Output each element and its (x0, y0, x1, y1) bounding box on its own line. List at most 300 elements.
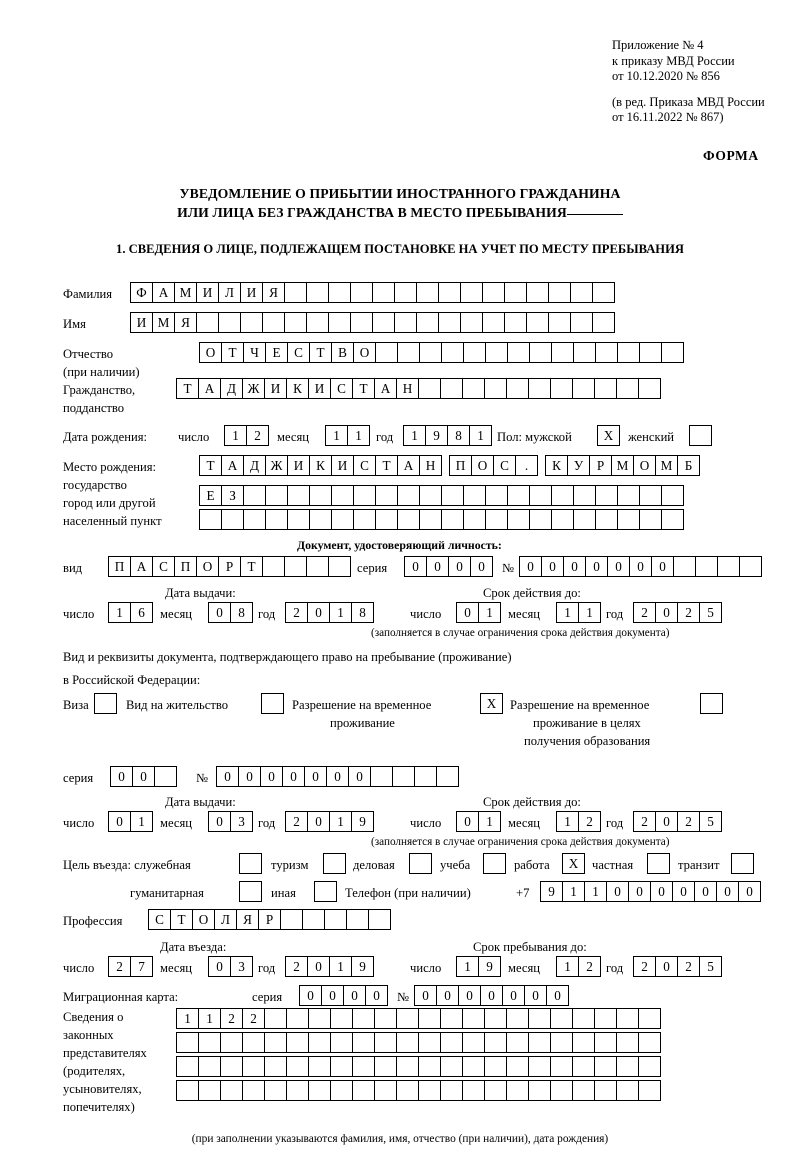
char-cell[interactable]: З (221, 485, 244, 506)
char-cell[interactable] (717, 556, 740, 577)
char-cell[interactable]: 0 (404, 556, 427, 577)
char-cell[interactable]: 0 (541, 556, 564, 577)
char-cell[interactable]: 8 (447, 425, 470, 446)
char-cell[interactable] (570, 282, 593, 303)
char-cell[interactable] (462, 378, 485, 399)
char-cell[interactable] (616, 1032, 639, 1053)
char-cell[interactable] (528, 1008, 551, 1029)
char-cell[interactable] (440, 378, 463, 399)
char-cell[interactable] (308, 1056, 331, 1077)
char-cell[interactable]: Ж (242, 378, 265, 399)
char-cell[interactable] (462, 1056, 485, 1077)
char-cell[interactable] (638, 1008, 661, 1029)
char-cell[interactable]: 1 (456, 956, 479, 977)
entry-day-input[interactable] (108, 956, 152, 977)
char-cell[interactable] (551, 509, 574, 530)
char-cell[interactable]: 2 (633, 811, 656, 832)
char-cell[interactable] (639, 342, 662, 363)
char-cell[interactable]: 8 (230, 602, 253, 623)
char-cell[interactable] (460, 282, 483, 303)
legal-reps-input-2[interactable] (176, 1032, 660, 1053)
char-cell[interactable]: 1 (403, 425, 426, 446)
birth-day-input[interactable] (224, 425, 268, 446)
char-cell[interactable] (352, 1008, 375, 1029)
char-cell[interactable] (594, 378, 617, 399)
char-cell[interactable]: 0 (343, 985, 366, 1006)
char-cell[interactable] (440, 1056, 463, 1077)
char-cell[interactable]: 2 (285, 602, 308, 623)
char-cell[interactable] (661, 509, 684, 530)
char-cell[interactable] (529, 342, 552, 363)
char-cell[interactable]: 0 (348, 766, 371, 787)
birth-year-input[interactable] (403, 425, 491, 446)
char-cell[interactable]: 1 (108, 602, 131, 623)
char-cell[interactable] (529, 509, 552, 530)
char-cell[interactable] (328, 556, 351, 577)
char-cell[interactable] (309, 485, 332, 506)
char-cell[interactable]: Т (309, 342, 332, 363)
birth-month-input[interactable] (325, 425, 369, 446)
char-cell[interactable]: 1 (176, 1008, 199, 1029)
char-cell[interactable]: Я (174, 312, 197, 333)
char-cell[interactable] (617, 342, 640, 363)
char-cell[interactable] (661, 485, 684, 506)
legal-reps-input-4[interactable] (176, 1080, 660, 1101)
char-cell[interactable]: Р (258, 909, 281, 930)
char-cell[interactable] (418, 1008, 441, 1029)
char-cell[interactable]: 0 (524, 985, 547, 1006)
char-cell[interactable] (504, 312, 527, 333)
char-cell[interactable] (550, 1032, 573, 1053)
char-cell[interactable] (594, 1080, 617, 1101)
char-cell[interactable]: 9 (478, 956, 501, 977)
char-cell[interactable] (287, 485, 310, 506)
char-cell[interactable] (262, 312, 285, 333)
char-cell[interactable]: К (309, 455, 332, 476)
char-cell[interactable]: 0 (628, 881, 651, 902)
char-cell[interactable] (394, 282, 417, 303)
char-cell[interactable] (353, 485, 376, 506)
char-cell[interactable] (287, 509, 310, 530)
char-cell[interactable]: И (130, 312, 153, 333)
char-cell[interactable]: 0 (414, 985, 437, 1006)
char-cell[interactable] (438, 312, 461, 333)
char-cell[interactable] (507, 509, 530, 530)
char-cell[interactable]: 0 (606, 881, 629, 902)
char-cell[interactable]: О (633, 455, 656, 476)
char-cell[interactable] (463, 485, 486, 506)
char-cell[interactable] (419, 342, 442, 363)
char-cell[interactable] (220, 1032, 243, 1053)
char-cell[interactable] (436, 766, 459, 787)
char-cell[interactable]: 0 (304, 766, 327, 787)
char-cell[interactable]: 0 (502, 985, 525, 1006)
char-cell[interactable] (528, 1032, 551, 1053)
char-cell[interactable]: 0 (208, 811, 231, 832)
char-cell[interactable] (616, 1056, 639, 1077)
char-cell[interactable]: 0 (655, 956, 678, 977)
char-cell[interactable]: С (330, 378, 353, 399)
char-cell[interactable]: Я (262, 282, 285, 303)
char-cell[interactable]: 1 (198, 1008, 221, 1029)
char-cell[interactable] (284, 556, 307, 577)
entry-month-input[interactable] (208, 956, 252, 977)
purpose-official-checkbox[interactable] (239, 853, 262, 874)
char-cell[interactable]: 0 (650, 881, 673, 902)
char-cell[interactable] (484, 1032, 507, 1053)
char-cell[interactable] (419, 485, 442, 506)
char-cell[interactable]: 6 (130, 602, 153, 623)
char-cell[interactable] (550, 1080, 573, 1101)
char-cell[interactable]: 3 (230, 811, 253, 832)
perm-valid-day-input[interactable] (456, 811, 500, 832)
char-cell[interactable]: О (196, 556, 219, 577)
char-cell[interactable] (286, 1056, 309, 1077)
char-cell[interactable] (353, 509, 376, 530)
char-cell[interactable] (485, 342, 508, 363)
char-cell[interactable] (419, 509, 442, 530)
char-cell[interactable]: 0 (108, 811, 131, 832)
char-cell[interactable] (572, 1080, 595, 1101)
legal-reps-input-1[interactable] (176, 1008, 660, 1029)
purpose-tourism-checkbox[interactable] (323, 853, 346, 874)
char-cell[interactable] (265, 485, 288, 506)
purpose-other-checkbox[interactable] (314, 881, 337, 902)
char-cell[interactable] (350, 312, 373, 333)
char-cell[interactable] (617, 509, 640, 530)
char-cell[interactable] (460, 312, 483, 333)
char-cell[interactable]: 1 (556, 956, 579, 977)
char-cell[interactable]: 5 (699, 811, 722, 832)
char-cell[interactable] (331, 485, 354, 506)
char-cell[interactable]: П (108, 556, 131, 577)
char-cell[interactable] (198, 1032, 221, 1053)
char-cell[interactable] (462, 1032, 485, 1053)
char-cell[interactable]: А (221, 455, 244, 476)
char-cell[interactable]: 0 (448, 556, 471, 577)
valid-day-input[interactable] (456, 602, 500, 623)
char-cell[interactable]: 2 (220, 1008, 243, 1029)
char-cell[interactable]: С (493, 455, 516, 476)
visa-checkbox[interactable] (94, 693, 117, 714)
stay-day-input[interactable] (456, 956, 500, 977)
char-cell[interactable] (506, 1008, 529, 1029)
char-cell[interactable]: 2 (633, 602, 656, 623)
char-cell[interactable]: 1 (556, 811, 579, 832)
char-cell[interactable]: 2 (633, 956, 656, 977)
char-cell[interactable] (616, 1008, 639, 1029)
char-cell[interactable] (673, 556, 696, 577)
char-cell[interactable]: 0 (365, 985, 388, 1006)
char-cell[interactable]: 0 (110, 766, 133, 787)
perm-issue-day-input[interactable] (108, 811, 152, 832)
char-cell[interactable] (308, 1008, 331, 1029)
char-cell[interactable]: И (240, 282, 263, 303)
perm-issue-year-input[interactable] (285, 811, 373, 832)
char-cell[interactable]: 1 (329, 602, 352, 623)
char-cell[interactable]: Т (352, 378, 375, 399)
char-cell[interactable]: 0 (307, 956, 330, 977)
char-cell[interactable]: 0 (321, 985, 344, 1006)
char-cell[interactable]: 9 (351, 956, 374, 977)
char-cell[interactable] (221, 509, 244, 530)
doc-number-input[interactable] (519, 556, 761, 577)
char-cell[interactable]: И (331, 455, 354, 476)
char-cell[interactable]: 7 (130, 956, 153, 977)
char-cell[interactable]: 0 (651, 556, 674, 577)
char-cell[interactable]: Т (199, 455, 222, 476)
char-cell[interactable]: Ж (265, 455, 288, 476)
char-cell[interactable] (374, 1008, 397, 1029)
sex-female-checkbox[interactable] (689, 425, 712, 446)
char-cell[interactable]: 2 (242, 1008, 265, 1029)
char-cell[interactable] (397, 342, 420, 363)
char-cell[interactable]: 1 (578, 602, 601, 623)
char-cell[interactable]: У (567, 455, 590, 476)
char-cell[interactable] (482, 312, 505, 333)
char-cell[interactable] (372, 312, 395, 333)
char-cell[interactable]: 9 (351, 811, 374, 832)
char-cell[interactable]: Р (589, 455, 612, 476)
char-cell[interactable] (370, 766, 393, 787)
char-cell[interactable]: 2 (285, 956, 308, 977)
char-cell[interactable] (352, 1056, 375, 1077)
char-cell[interactable]: И (308, 378, 331, 399)
char-cell[interactable] (463, 342, 486, 363)
char-cell[interactable] (504, 282, 527, 303)
char-cell[interactable] (350, 282, 373, 303)
char-cell[interactable] (572, 378, 595, 399)
char-cell[interactable]: 0 (546, 985, 569, 1006)
char-cell[interactable] (375, 485, 398, 506)
char-cell[interactable] (484, 1080, 507, 1101)
edu-residence-checkbox[interactable] (700, 693, 723, 714)
char-cell[interactable] (462, 1008, 485, 1029)
char-cell[interactable] (330, 1080, 353, 1101)
char-cell[interactable]: 0 (716, 881, 739, 902)
char-cell[interactable]: 0 (694, 881, 717, 902)
char-cell[interactable]: 0 (456, 602, 479, 623)
issue-month-input[interactable] (208, 602, 252, 623)
char-cell[interactable] (661, 342, 684, 363)
char-cell[interactable] (441, 485, 464, 506)
issue-day-input[interactable] (108, 602, 152, 623)
char-cell[interactable] (331, 509, 354, 530)
char-cell[interactable] (440, 1080, 463, 1101)
birthplace-state-input[interactable] (199, 455, 699, 476)
char-cell[interactable] (394, 312, 417, 333)
char-cell[interactable]: 1 (130, 811, 153, 832)
char-cell[interactable]: 0 (738, 881, 761, 902)
char-cell[interactable] (242, 1080, 265, 1101)
char-cell[interactable]: 2 (677, 602, 700, 623)
char-cell[interactable] (284, 282, 307, 303)
char-cell[interactable] (330, 1032, 353, 1053)
char-cell[interactable] (462, 1080, 485, 1101)
char-cell[interactable]: 2 (285, 811, 308, 832)
char-cell[interactable]: Т (375, 455, 398, 476)
char-cell[interactable] (441, 342, 464, 363)
char-cell[interactable] (397, 509, 420, 530)
char-cell[interactable] (330, 1056, 353, 1077)
char-cell[interactable] (242, 1032, 265, 1053)
char-cell[interactable]: О (353, 342, 376, 363)
char-cell[interactable] (528, 1056, 551, 1077)
char-cell[interactable] (154, 766, 177, 787)
char-cell[interactable]: М (611, 455, 634, 476)
char-cell[interactable]: Р (218, 556, 241, 577)
char-cell[interactable]: 1 (325, 425, 348, 446)
char-cell[interactable] (526, 282, 549, 303)
char-cell[interactable] (592, 312, 615, 333)
char-cell[interactable]: 0 (260, 766, 283, 787)
mig-number-input[interactable] (414, 985, 568, 1006)
char-cell[interactable]: 0 (208, 602, 231, 623)
char-cell[interactable] (570, 312, 593, 333)
char-cell[interactable] (548, 312, 571, 333)
char-cell[interactable]: 1 (329, 811, 352, 832)
char-cell[interactable]: 0 (470, 556, 493, 577)
char-cell[interactable]: 0 (456, 811, 479, 832)
char-cell[interactable] (506, 1032, 529, 1053)
char-cell[interactable]: 1 (584, 881, 607, 902)
char-cell[interactable]: И (287, 455, 310, 476)
char-cell[interactable]: 9 (425, 425, 448, 446)
char-cell[interactable]: 2 (578, 811, 601, 832)
char-cell[interactable]: Я (236, 909, 259, 930)
char-cell[interactable]: 1 (478, 602, 501, 623)
char-cell[interactable]: 0 (282, 766, 305, 787)
char-cell[interactable] (506, 1056, 529, 1077)
char-cell[interactable] (418, 1056, 441, 1077)
doc-kind-input[interactable] (108, 556, 350, 577)
char-cell[interactable]: 0 (132, 766, 155, 787)
char-cell[interactable]: Т (176, 378, 199, 399)
char-cell[interactable]: 5 (699, 956, 722, 977)
char-cell[interactable] (592, 282, 615, 303)
char-cell[interactable]: 0 (326, 766, 349, 787)
char-cell[interactable] (392, 766, 415, 787)
char-cell[interactable] (198, 1056, 221, 1077)
char-cell[interactable]: 0 (307, 602, 330, 623)
perm-valid-year-input[interactable] (633, 811, 721, 832)
char-cell[interactable]: 0 (585, 556, 608, 577)
char-cell[interactable]: 0 (216, 766, 239, 787)
char-cell[interactable] (573, 342, 596, 363)
char-cell[interactable] (638, 1056, 661, 1077)
char-cell[interactable]: С (152, 556, 175, 577)
char-cell[interactable] (308, 1080, 331, 1101)
char-cell[interactable] (375, 342, 398, 363)
profession-input[interactable] (148, 909, 390, 930)
char-cell[interactable]: К (286, 378, 309, 399)
char-cell[interactable] (550, 1008, 573, 1029)
char-cell[interactable] (220, 1056, 243, 1077)
char-cell[interactable] (176, 1032, 199, 1053)
char-cell[interactable]: 9 (540, 881, 563, 902)
char-cell[interactable] (176, 1080, 199, 1101)
char-cell[interactable]: И (264, 378, 287, 399)
char-cell[interactable] (284, 312, 307, 333)
char-cell[interactable] (438, 282, 461, 303)
char-cell[interactable]: 0 (426, 556, 449, 577)
purpose-transit-checkbox[interactable] (731, 853, 754, 874)
char-cell[interactable] (308, 1032, 331, 1053)
char-cell[interactable] (595, 509, 618, 530)
char-cell[interactable] (739, 556, 762, 577)
char-cell[interactable]: В (331, 342, 354, 363)
char-cell[interactable]: Д (220, 378, 243, 399)
char-cell[interactable]: 1 (478, 811, 501, 832)
char-cell[interactable]: 0 (307, 811, 330, 832)
char-cell[interactable]: 2 (578, 956, 601, 977)
char-cell[interactable] (548, 282, 571, 303)
char-cell[interactable] (594, 1056, 617, 1077)
char-cell[interactable] (176, 1056, 199, 1077)
stay-year-input[interactable] (633, 956, 721, 977)
char-cell[interactable]: П (174, 556, 197, 577)
char-cell[interactable] (286, 1080, 309, 1101)
char-cell[interactable] (374, 1080, 397, 1101)
char-cell[interactable]: 0 (655, 602, 678, 623)
char-cell[interactable]: . (515, 455, 538, 476)
char-cell[interactable]: 0 (458, 985, 481, 1006)
char-cell[interactable] (330, 1008, 353, 1029)
char-cell[interactable] (196, 312, 219, 333)
char-cell[interactable]: 5 (699, 602, 722, 623)
perm-series-input[interactable] (110, 766, 176, 787)
char-cell[interactable]: А (374, 378, 397, 399)
char-cell[interactable]: А (397, 455, 420, 476)
char-cell[interactable] (375, 509, 398, 530)
char-cell[interactable] (463, 509, 486, 530)
char-cell[interactable] (397, 485, 420, 506)
char-cell[interactable] (482, 282, 505, 303)
citizenship-input[interactable] (176, 378, 660, 399)
char-cell[interactable] (507, 342, 530, 363)
char-cell[interactable] (374, 1032, 397, 1053)
char-cell[interactable]: 0 (208, 956, 231, 977)
char-cell[interactable]: П (449, 455, 472, 476)
char-cell[interactable] (550, 1056, 573, 1077)
legal-reps-input-3[interactable] (176, 1056, 660, 1077)
char-cell[interactable] (396, 1056, 419, 1077)
char-cell[interactable] (506, 378, 529, 399)
char-cell[interactable] (416, 282, 439, 303)
purpose-study-checkbox[interactable] (483, 853, 506, 874)
char-cell[interactable]: М (655, 455, 678, 476)
char-cell[interactable] (638, 378, 661, 399)
char-cell[interactable]: Т (240, 556, 263, 577)
birthplace-city-input-2[interactable] (199, 485, 683, 506)
char-cell[interactable] (265, 509, 288, 530)
char-cell[interactable]: 1 (329, 956, 352, 977)
char-cell[interactable] (262, 556, 285, 577)
char-cell[interactable]: М (152, 312, 175, 333)
char-cell[interactable]: 1 (224, 425, 247, 446)
char-cell[interactable]: 0 (480, 985, 503, 1006)
phone-input[interactable] (540, 881, 760, 902)
char-cell[interactable] (484, 378, 507, 399)
char-cell[interactable]: 0 (519, 556, 542, 577)
char-cell[interactable] (264, 1080, 287, 1101)
char-cell[interactable]: И (196, 282, 219, 303)
char-cell[interactable] (485, 485, 508, 506)
char-cell[interactable] (264, 1008, 287, 1029)
char-cell[interactable]: Д (243, 455, 266, 476)
char-cell[interactable] (372, 282, 395, 303)
char-cell[interactable] (302, 909, 325, 930)
